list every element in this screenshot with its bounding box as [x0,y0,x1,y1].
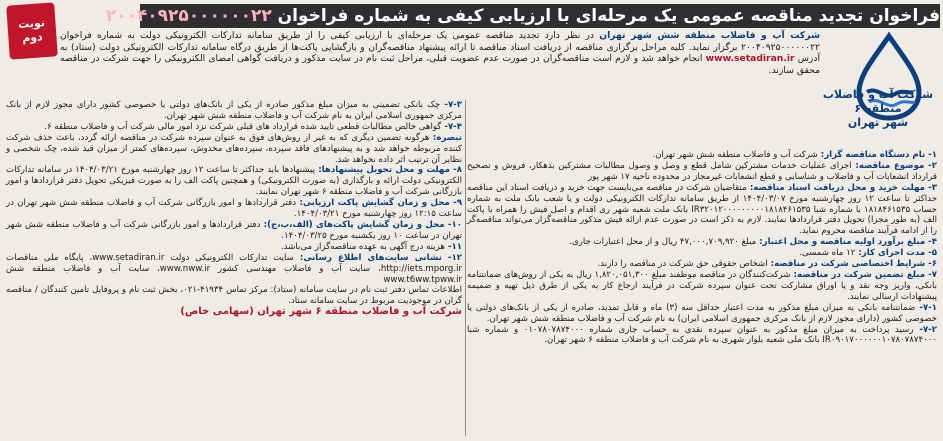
clause-body: هزینه درج آگهی به عهده مناقصه‌گزار می‌باشد. [280,241,445,252]
intro-text2: انجام خواهد شد و لازم است مناقصه‌گران در صورت عدم عضویت قبلی، مراحل ثبت نام در سایت مذکور و دریافت گواهی امضای الکترونیکی را جهت شرکت در مناقصه محقق سازند. [60,53,820,76]
clause-body: شرکت‌کنندگان در مناقصه موظفند مبلغ ۱,۸۲۰,۰۵۱,۳۰۰ ریال به یکی از روش‌های ضمانتنامه بانکی، واریز وجه نقد و یا اوراق مشارکت تحت عنوان سپرده شرکت در فرآیند ارجاع کار به یکی از طرق ذیل تهیه و ضمیمه پیشنهادات ارسالی نمایند. [467,269,937,302]
notice-clause [6,122,462,133]
logo-region: منطقه ۶ [854,102,902,115]
intro-paragraph [60,30,820,98]
left-column [6,100,462,438]
logo-city: شهر تهران [847,116,909,129]
clause-body: رسید پرداخت به میزان مبلغ مذکور به عنوان سپرده نقدی به حساب جاری شماره ۰۱۰۷۸۰۷۸۷۴۰۰۰ و شماره شبا IR۰۹۰۱۷۰۰۰۰۰۰۱۰۷۸۰۷۸۷۴۰۰۰ بانک ملی شعبه بلوار شهری به نام شرکت آب و فاضلاب منطقه ۶ شهر تهران. [467,324,937,346]
clause-heading: ۱۰- محل و زمان گشایش پاکت‌های (الف،ب،ج): [260,219,462,230]
clause-body: مبلغ ۴۷,۰۰۰,۷۰۹,۹۲۰ ریال و از محل اعتبارات جاری. [569,237,757,248]
clause-heading: ۷- مبلغ تضمین شرکت در مناقصه: [790,269,937,280]
notice-clause [6,242,462,253]
notice-clause [467,259,937,270]
notice-clause [6,165,462,198]
logo-company: شرکت آب و فاضلاب [822,88,934,101]
clause-heading: تبصره: [429,132,462,143]
notice-number: ۲۰۰۴۰۹۲۵۰۰۰۰۰۰۲۲ [105,6,272,26]
footer-company: شرکت آب و فاضلاب منطقه ۶ شهر تهران (سهامی خاص) [180,306,462,318]
notice-clause [467,237,937,248]
company-logo-text [815,88,941,130]
clause-body: گواهی خالص مطالبات قطعی تایید شده قرارداد های قبلی شرکت نزد امور مالی شرکت آب و فاضلاب منطقه ۶. [44,121,442,132]
notice-title [105,4,940,28]
right-column [467,150,937,438]
notice-clause [467,303,937,325]
clause-heading: ۱- نام دستگاه مناقصه گزار: [817,150,937,160]
clause-body: اشخاص حقوقی حق شرکت در مناقصه را دارند. [597,259,768,270]
notice-clause [6,198,462,220]
notice-title-text: فراخوان تجدید مناقصه عمومی یک مرحله‌ای با ارزیابی کیفی به شماره فراخوان [277,6,940,26]
clause-heading: ۴- مبلغ برآورد اولیه مناقصه و محل اعتبار: [756,237,937,248]
clause-body: شرکت آب و فاضلاب منطقه شش شهر تهران. [652,150,818,160]
clause-body: ۱۲ ماه شمسی. [799,248,856,259]
notice-clause [6,100,462,122]
clause-body: هرگونه تضمین دیگری که به غیر از روش‌های فوق به عنوان سپرده شرکت در مناقصه ارائه گردد، باعث حذف شرکت کننده مربوطه خواهد شد و به پیشنهادهای فاقد سپرده، سپرده‌های مخدوش، سپرده‌های کمتر از میزان قید شده، چک شخصی و نظایر آن ترتیب اثر داده نخواهد شد. [6,132,462,165]
stamp-line2: دوم [21,30,44,45]
intro-company: شرکت آب و فاضلاب منطقه شش شهر تهران [599,30,820,41]
clause-heading: ۲- موضوع مناقصه: [851,160,937,171]
clause-body: اجرای عملیات خدمات مشترکین شامل قطع و وصل و وصول مطالبات مشترکین بدهکار، فروش و تصحیح قرارداد انشعابات آب و فاضلاب و شناسایی و قطع انشعابات غیرمجاز در محدوده ناحیه ۱۷ شهر پور [467,160,937,182]
clause-heading: ۱۱- [444,241,462,252]
clause-body: دفتر قراردادها و امور بازرگانی شرکت آب و فاضلاب منطقه شش شهر تهران در ساعت ۱۲:۱۵ روز چهارشنبه مورخ ۱۴۰۴/۰۳/۲۱. [6,198,462,220]
clause-heading: ۷-۲- [913,324,937,335]
notice-clause [6,285,462,307]
clause-heading: ۹- محل و زمان گشایش پاکت ارزیابی: [296,198,462,209]
setadiran-link[interactable]: www.setadiran.ir [705,53,795,64]
notice-clause [467,150,937,161]
clause-body: پیشنهادها باید حداکثر تا ساعت ۱۲ روز چهارشنبه مورخ ۱۴۰۴/۰۳/۲۱ در سامانه تدارکات الکترونیکی دولت ارائه و بارگذاری (به صورت الکترونیکی) و همچنین پاکت الف را به صورت فیزیکی تحویل دفتر قراردادها و امور بازرگانی شرکت آب و فاضلاب منطقه ۶ شهر تهران نمایند. [6,165,462,198]
notice-clause [6,220,462,242]
notice-clause [467,248,937,259]
notice-clause [467,325,937,347]
clause-heading: ۵- مدت اجرای کار: [855,248,937,259]
clause-heading: ۷-۱- [915,302,937,313]
clause-body: دفتر قراردادها و امور بازرگانی شرکت آب و فاضلاب منطقه شش شهر تهران در ساعت ۱۰ روز یکشنبه مورخ ۱۴۰۴/۰۳/۲۵. [6,219,462,241]
clause-body: سایت تدارکات الکترونیکی دولت www.setadiran.ir، پایگاه ملی مناقصات http://iets.mporg.ir، سایت آب و فاضلاب مهندسی کشور www.nww.ir، سایت آب و فاضلاب منطقه شش www.t6ww.tpww.ir [6,252,462,285]
clause-heading: ۶- شرایط اختصاصی شرکت در مناقصه: [767,259,937,270]
notice-clause [6,253,462,286]
notice-clause [467,161,937,183]
clause-heading: ۱۲- نشانی سایت‌های اطلاع رسانی: [293,252,462,263]
clause-body: متقاضیان شرکت در مناقصه می‌بایست جهت خرید و دریافت اسناد این مناقصه حداکثر تا ساعت ۱۲ روز چهارشنبه مورخ ۱۴۰۴/۰۳/۰۷ از طریق سامانه تدارکات الکترونیکی دولت و یا شعب بانک ملت به شماره حساب ۱۸۱۸۴۶۱۵۳۵ با شماره شبا IR۳۲۰۱۲۰۰۰۰۰۰۰۰۰۱۸۱۸۴۶۱۵۳۵ بانک ملت شعبه شهر ری اقدام و اصل فیش را همراه با پاکت الف (به طور مجزا) تحویل دفتر قراردادها نمایند. لازم به ذکر است در صورت عدم ارائه فیش مذکور مناقصه‌گزار می‌تواند مناقصه‌گر را از ادامه فرآیند مناقصه محروم نماید. [467,182,938,237]
clause-body: چک بانکی تضمینی به میزان مبلغ مذکور صادره از یکی از بانک‌های دولتی یا خصوصی کشور دارای مجوز لازم از بانک مرکزی جمهوری اسلامی ایران به نام شرکت آب و فاضلاب منطقه شش شهر تهران. [6,100,462,121]
notice-clause [467,183,937,238]
column-divider [465,100,466,436]
second-round-stamp [6,2,58,59]
clause-body: ضمانتنامه بانکی به میزان مبلغ مذکور به مدت اعتبار حداقل سه (۳) ماه و قابل تمدید، صادره از یکی از بانک‌های دولتی یا خصوصی کشور (دارای مجوز لازم از بانک مرکزی جمهوری اسلامی ایران) به نام شرکت آب و فاضلاب منطقه شش شهر تهران. [467,302,937,324]
clause-heading: ۷-۳- [440,100,462,110]
intro-text1: در نظر دارد تجدید مناقصه عمومی یک مرحله‌ای با ارزیابی کیفی را از طریق سامانه تدارکات الکترونیکی دولت به شماره فراخوان ۲۰۰۴۰۹۲۵۰۰۰۰۰۰۲۲ برگزار نماید. کلیه مراحل برگزاری مناقصه از دریافت اسناد مناقصه تا ارائه پیشنهاد مناقصه‌گران و بازگشایی پاکت‌ها از طریق درگاه سامانه تدارکات الکترونیکی دولت (ستاد) به آدرس [60,30,820,64]
clause-body: اطلاعات تماس دفتر ثبت نام در سایت سامانه (ستاد): مرکز تماس ۴۱۹۳۴-۰۲۱، بخش ثبت نام و پروفایل تامین کنندگان / مناقصه گران در موجودیت مربوط در سایت سامانه ستاد. [6,285,463,307]
notice-clause [467,270,937,303]
clause-heading: ۷-۴- [441,121,462,132]
clause-heading: ۳- مهلت خرید و محل دریافت اسناد مناقصه: [746,182,937,193]
stamp-line1: نوبت [17,16,46,31]
notice-clause [6,133,462,166]
clause-heading: ۸- مهلت و محل تحویل پیشنهادها: [314,165,462,176]
